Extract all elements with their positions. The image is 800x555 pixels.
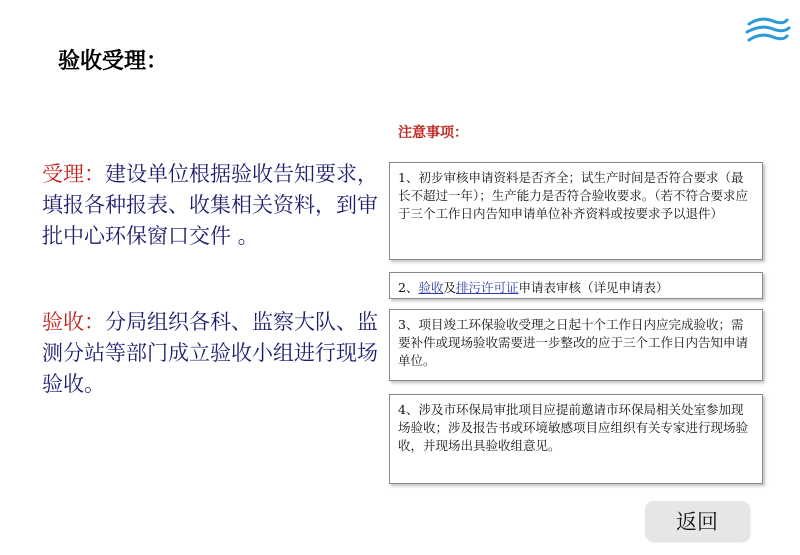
note-item-1: 1、初步审核申请资料是否齐全；试生产时间是否符合要求（最长不超过一年）；生产能力是否符合验收要求。（若不符合要求应于三个工作日内告知申请单位补齐资料或按要求予以退件） — [389, 162, 763, 260]
notes-title: 注意事项： — [398, 125, 468, 141]
note-item-2-join: 及 — [443, 280, 456, 295]
check-description — [42, 307, 382, 400]
note-item-4: 4、涉及市环保局审批项目应提前邀请市环保局相关处室参加现场验收；涉及报告书或环境敏感项目应组织有关专家进行现场验收，并现场出具验收组意见。 — [389, 394, 763, 484]
accept-text: 建设单位根据验收告知要求，填报各种报表、收集相关资料，到审批中心环保窗口交件 。 — [42, 162, 378, 248]
accept-label: 受理： — [42, 162, 105, 186]
check-label: 验收： — [42, 310, 105, 334]
note-item-2-prefix: 2、 — [398, 280, 419, 295]
accept-description — [42, 159, 382, 252]
note-item-2-suffix: 申请表审核（详见申请表） — [518, 280, 669, 295]
discharge-permit-link[interactable]: 排污许可证 — [455, 280, 519, 295]
acceptance-link[interactable]: 验收 — [418, 280, 444, 295]
page-title: 验收受理： — [58, 49, 169, 74]
note-item-2 — [389, 272, 763, 299]
check-text: 分局组织各科、监察大队、监测分站等部门成立验收小组进行现场验收。 — [42, 310, 378, 396]
wave-logo-icon — [743, 14, 791, 48]
note-item-3: 3、项目竣工环保验收受理之日起十个工作日内应完成验收；需要补件或现场验收需要进一步整改的应于三个工作日内告知申请单位。 — [389, 309, 763, 381]
back-button[interactable]: 返回 — [645, 501, 749, 541]
